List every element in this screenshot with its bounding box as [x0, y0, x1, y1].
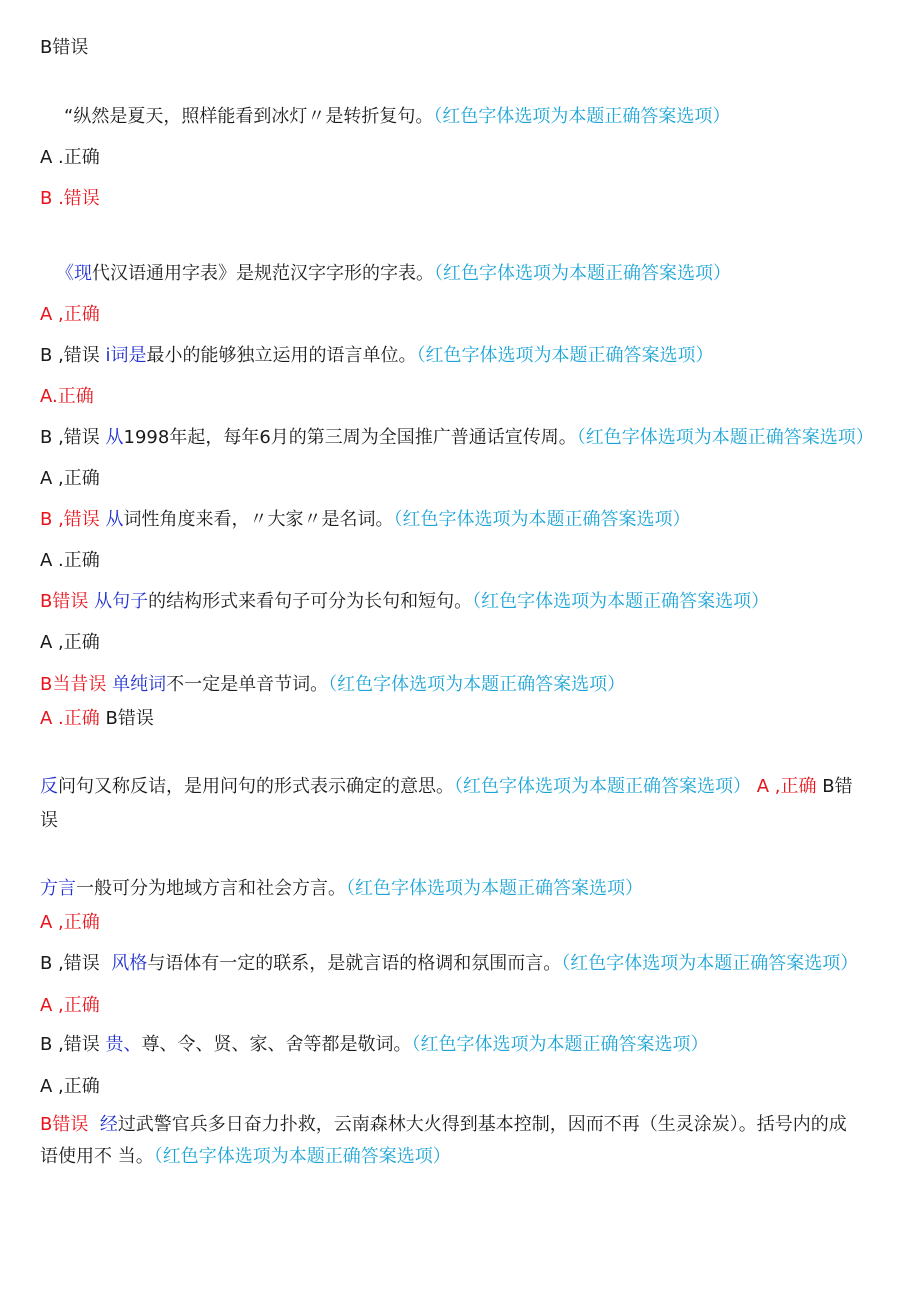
- options-line: [40, 707, 154, 731]
- stem-lead: 风格: [111, 953, 148, 974]
- answer-hint: （红色字体选项为本题正确答案选项）: [346, 878, 643, 899]
- answer-hint: （红色字体选项为本题正确答案选项）: [454, 776, 751, 797]
- answer-hint: （红色字体选项为本题正确答案选项）: [328, 674, 626, 695]
- question-3: [40, 344, 714, 368]
- stem-lead: 单纯词: [112, 674, 167, 695]
- option-b: B ,错误: [40, 1034, 100, 1055]
- stem-lead: i词是: [105, 345, 147, 366]
- answer-hint: （红色字体选项为本题正确答案选项）: [153, 1146, 451, 1167]
- question-stem: 代汉语通用字表》是规范汉字字形的字表。: [92, 263, 434, 284]
- option-b-correct: B错误: [40, 591, 89, 612]
- book-mark: 《现: [56, 263, 92, 284]
- option-b-wrong: B错误: [40, 37, 89, 58]
- question-stem: 与语体有一定的联系，是就言语的格调和氛围而言。: [147, 953, 562, 974]
- question-stem: 的结构形式来看句子可分为长句和短句。: [148, 591, 473, 612]
- question-stem: 尊、令、贤、家、舍等都是敬词。: [141, 1034, 412, 1055]
- option-b-correct: B .错误: [40, 188, 100, 209]
- question-stem: 不一定是单音节词。: [166, 674, 329, 695]
- question-stem: “纵然是夏天，照样能看到冰灯〃是转折复句。: [64, 106, 434, 127]
- option-a: A ,正确: [40, 632, 100, 653]
- question-2: [56, 262, 731, 286]
- question-stem: 语使用不 当。: [40, 1146, 154, 1167]
- option-b-correct: B错误: [40, 1114, 89, 1135]
- question-7: [40, 673, 625, 697]
- stem-lead: 反: [40, 776, 58, 797]
- stem-lead: 从: [105, 509, 124, 530]
- answer-hint: （红色字体选项为本题正确答案选项）: [576, 427, 874, 448]
- option-a: A .正确: [40, 550, 100, 571]
- option-b: B ,错误: [40, 427, 100, 448]
- answer-hint: （红色字体选项为本题正确答案选项）: [434, 263, 731, 284]
- stem-lead: 从句子: [94, 591, 149, 612]
- question-12: [40, 1113, 847, 1137]
- answer-hint: （红色字体选项为本题正确答案选项）: [393, 509, 691, 530]
- option-a: A ,正确: [40, 468, 100, 489]
- option-a: A .正确: [40, 147, 100, 168]
- question-stem: 问句又称反诘，是用问句的形式表示确定的意思。: [58, 776, 454, 797]
- stem-lead: 从: [105, 427, 124, 448]
- answer-hint: （红色字体选项为本题正确答案选项）: [561, 953, 859, 974]
- question-9: [40, 877, 643, 901]
- option-a-correct: A ,正确: [40, 995, 100, 1016]
- answer-hint: （红色字体选项为本题正确答案选项）: [411, 1034, 709, 1055]
- question-stem: 一般可分为地域方言和社会方言。: [76, 878, 346, 899]
- question-5: [40, 508, 691, 532]
- question-stem: 1998年起，每年6月的第三周为全国推广普通话宣传周。: [123, 427, 577, 448]
- stem-lead: 贵、: [105, 1034, 142, 1055]
- question-stem: 过武警官兵多日奋力扑救，云南森林大火得到基本控制，因而不再（生灵涂炭）。括号内的成: [117, 1114, 847, 1135]
- question-6: [40, 590, 769, 614]
- answer-hint: （红色字体选项为本题正确答案选项）: [472, 591, 770, 612]
- stem-lead: 方言: [40, 878, 76, 899]
- option-a-correct: A ,正确: [40, 304, 100, 325]
- option-b: B错: [822, 776, 853, 797]
- question-10: [40, 952, 858, 976]
- question-11: [40, 1033, 709, 1057]
- question-stem: 最小的能够独立运用的语言单位。: [146, 345, 417, 366]
- question-12-wrap: [40, 1145, 451, 1169]
- option-b: B ,错误: [40, 953, 100, 974]
- answer-hint: （红色字体选项为本题正确答案选项）: [416, 345, 714, 366]
- option-b: B ,错误: [40, 345, 100, 366]
- option-a-correct: A ,正确: [40, 912, 100, 933]
- option-b: B错误: [105, 708, 154, 729]
- option-a-correct: A .正确: [40, 708, 100, 729]
- question-stem: 词性角度来看，〃大家〃是名词。: [123, 509, 394, 530]
- question-1: [64, 105, 730, 129]
- option-a-correct: A ,正确: [756, 776, 817, 797]
- answer-hint: （红色字体选项为本题正确答案选项）: [433, 106, 731, 127]
- option-b-correct: B当昔误: [40, 674, 107, 695]
- question-4: [40, 426, 874, 450]
- question-8-wrap: 误: [40, 810, 58, 831]
- option-a-correct: A.正确: [40, 386, 94, 407]
- option-b-correct: B ,错误: [40, 509, 100, 530]
- stem-lead: 经: [99, 1114, 118, 1135]
- option-a: A ,正确: [40, 1076, 100, 1097]
- question-8: [40, 775, 853, 799]
